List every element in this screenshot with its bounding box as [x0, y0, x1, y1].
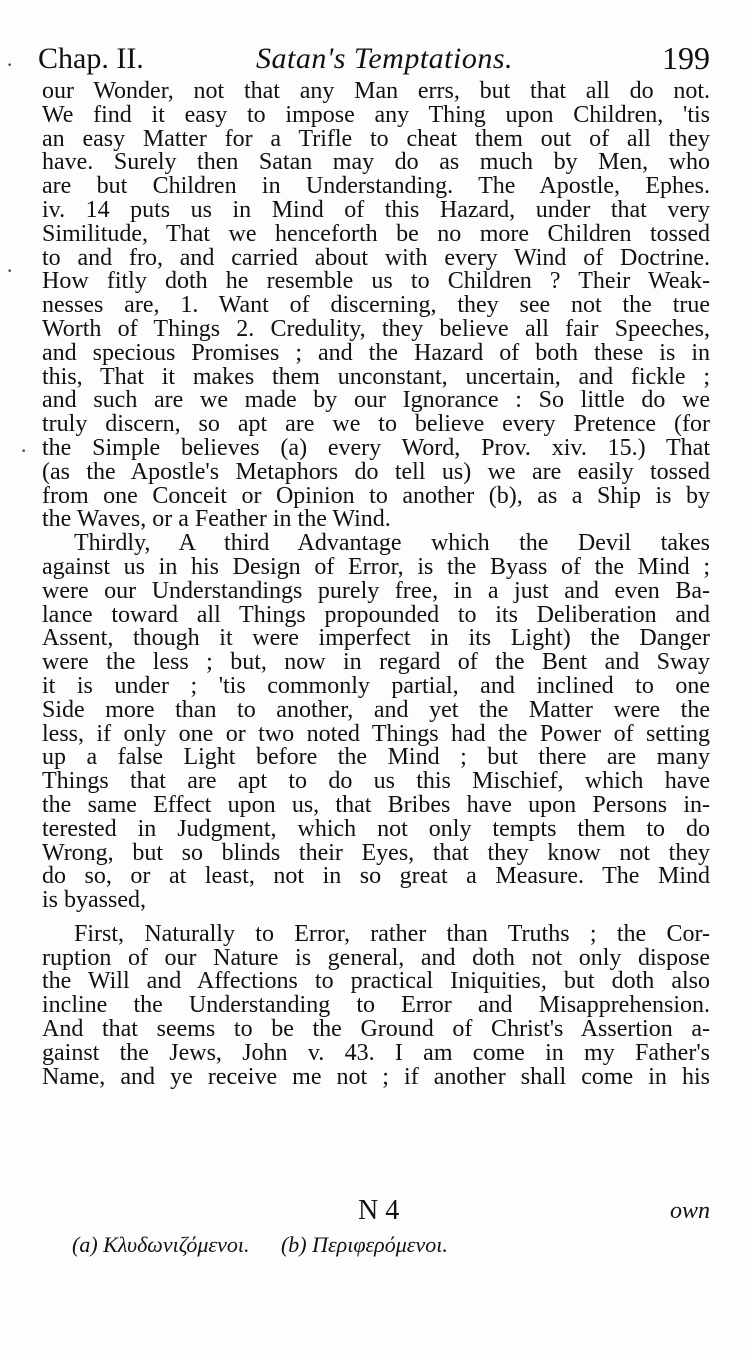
text-line: were our Understandings purely free, in a just and even Ba-	[42, 579, 710, 604]
text-line: incline the Understanding to Error and Misapprehension.	[42, 994, 710, 1019]
text-line: Things that are apt to do us this Mischief, which have	[42, 770, 710, 794]
text-line: How fitly doth he resemble us to Children ? Their Weak-	[42, 270, 710, 295]
text-line: Worth of Things 2. Credulity, they believe all fair Speeches,	[42, 317, 710, 342]
text-line: the same Effect upon us, that Bribes have upon Persons in-	[42, 793, 710, 818]
text-line: We find it easy to impose any Thing upon Children, 'tis	[42, 103, 710, 128]
text-line: and specious Promises ; and the Hazard of both these is in	[42, 341, 710, 366]
catchword: own	[669, 1198, 710, 1224]
text-line: from one Conceit or Opinion to another (b), as a Ship is by	[42, 484, 710, 509]
text-line: And that seems to be the Ground of Christ's Assertion a-	[42, 1018, 710, 1042]
running-title: Satan's Temptations.	[256, 42, 514, 75]
text-line: (as the Apostle's Metaphors do tell us) we are easily tossed	[42, 460, 710, 485]
text-line: Side more than to another, and yet the Matter were the	[42, 698, 710, 723]
text-line: is byassed,	[42, 889, 146, 913]
paragraph-start: Thirdly, A third Advantage which the Devil takes	[74, 532, 710, 556]
text-line: ruption of our Nature is general, and doth not only dispose	[42, 946, 710, 971]
text-line: Wrong, but so blinds their Eyes, that they know not they	[42, 841, 710, 866]
signature-mark: N 4	[358, 1195, 400, 1226]
text-line: less, if only one or two noted Things had the Power of setting	[42, 722, 710, 747]
footnote-b: (b) Περιφερόμενοι.	[280, 1232, 448, 1257]
paragraph-start: First, Naturally to Error, rather than Truths ; the Cor-	[74, 922, 710, 947]
text-line: against us in his Design of Error, is the Byass of the Mind ;	[42, 555, 710, 580]
text-line: and such are we made by our Ignorance : So little do we	[42, 389, 710, 414]
page-number: 199	[662, 40, 710, 76]
body-text	[42, 80, 710, 1089]
text-line: the Waves, or a Feather in the Wind.	[42, 508, 391, 533]
text-line: the Will and Affections to practical Iniquities, but doth also	[42, 970, 710, 995]
margin-mark: ·	[20, 438, 28, 463]
text-line: our Wonder, not that any Man errs, but that all do not.	[42, 80, 710, 104]
text-line: do so, or at least, not in so great a Measure. The Mind	[42, 865, 710, 890]
text-line: up a false Light before the Mind ; but there are many	[42, 746, 710, 771]
text-line: Similitude, That we henceforth be no more Children tossed	[42, 222, 710, 247]
text-line: terested in Judgment, which not only tempts them to do	[42, 817, 710, 842]
text-line: lance toward all Things propounded to its Deliberation and	[42, 603, 710, 628]
text-line: an easy Matter for a Trifle to cheat them out of all they	[42, 127, 710, 152]
margin-mark: ·	[6, 52, 14, 77]
text-line: it is under ; 'tis commonly partial, and inclined to one	[42, 674, 710, 699]
margin-mark: ·	[6, 258, 14, 283]
text-line: have. Surely then Satan may do as much by Men, who	[42, 151, 710, 176]
text-line: truly discern, so apt are we to believe every Pretence (for	[42, 413, 710, 437]
footnote-a: (a) Κλυδωνιζόμενοι.	[72, 1232, 250, 1257]
text-line: this, That it makes them unconstant, uncertain, and fickle ;	[42, 365, 710, 390]
footnotes	[72, 1232, 474, 1258]
text-line: the Simple believes (a) every Word, Prov. xiv. 15.) That	[42, 436, 710, 461]
text-line: nesses are, 1. Want of discerning, they see not the true	[42, 294, 710, 318]
chapter-label: Chap. II.	[38, 42, 144, 75]
text-line: Name, and ye receive me not ; if another shall come in his	[42, 1065, 710, 1090]
text-line: gainst the Jews, John v. 43. I am come in my Father's	[42, 1041, 710, 1066]
text-line: are but Children in Understanding. The Apostle, Ephes.	[42, 175, 710, 199]
text-line: were the less ; but, now in regard of the Bent and Sway	[42, 651, 710, 675]
text-line: Assent, though it were imperfect in its Light) the Danger	[42, 627, 710, 652]
text-line: to and fro, and carried about with every Wind of Doctrine.	[42, 246, 710, 271]
running-header	[38, 40, 710, 82]
text-line: iv. 14 puts us in Mind of this Hazard, under that very	[42, 198, 710, 223]
